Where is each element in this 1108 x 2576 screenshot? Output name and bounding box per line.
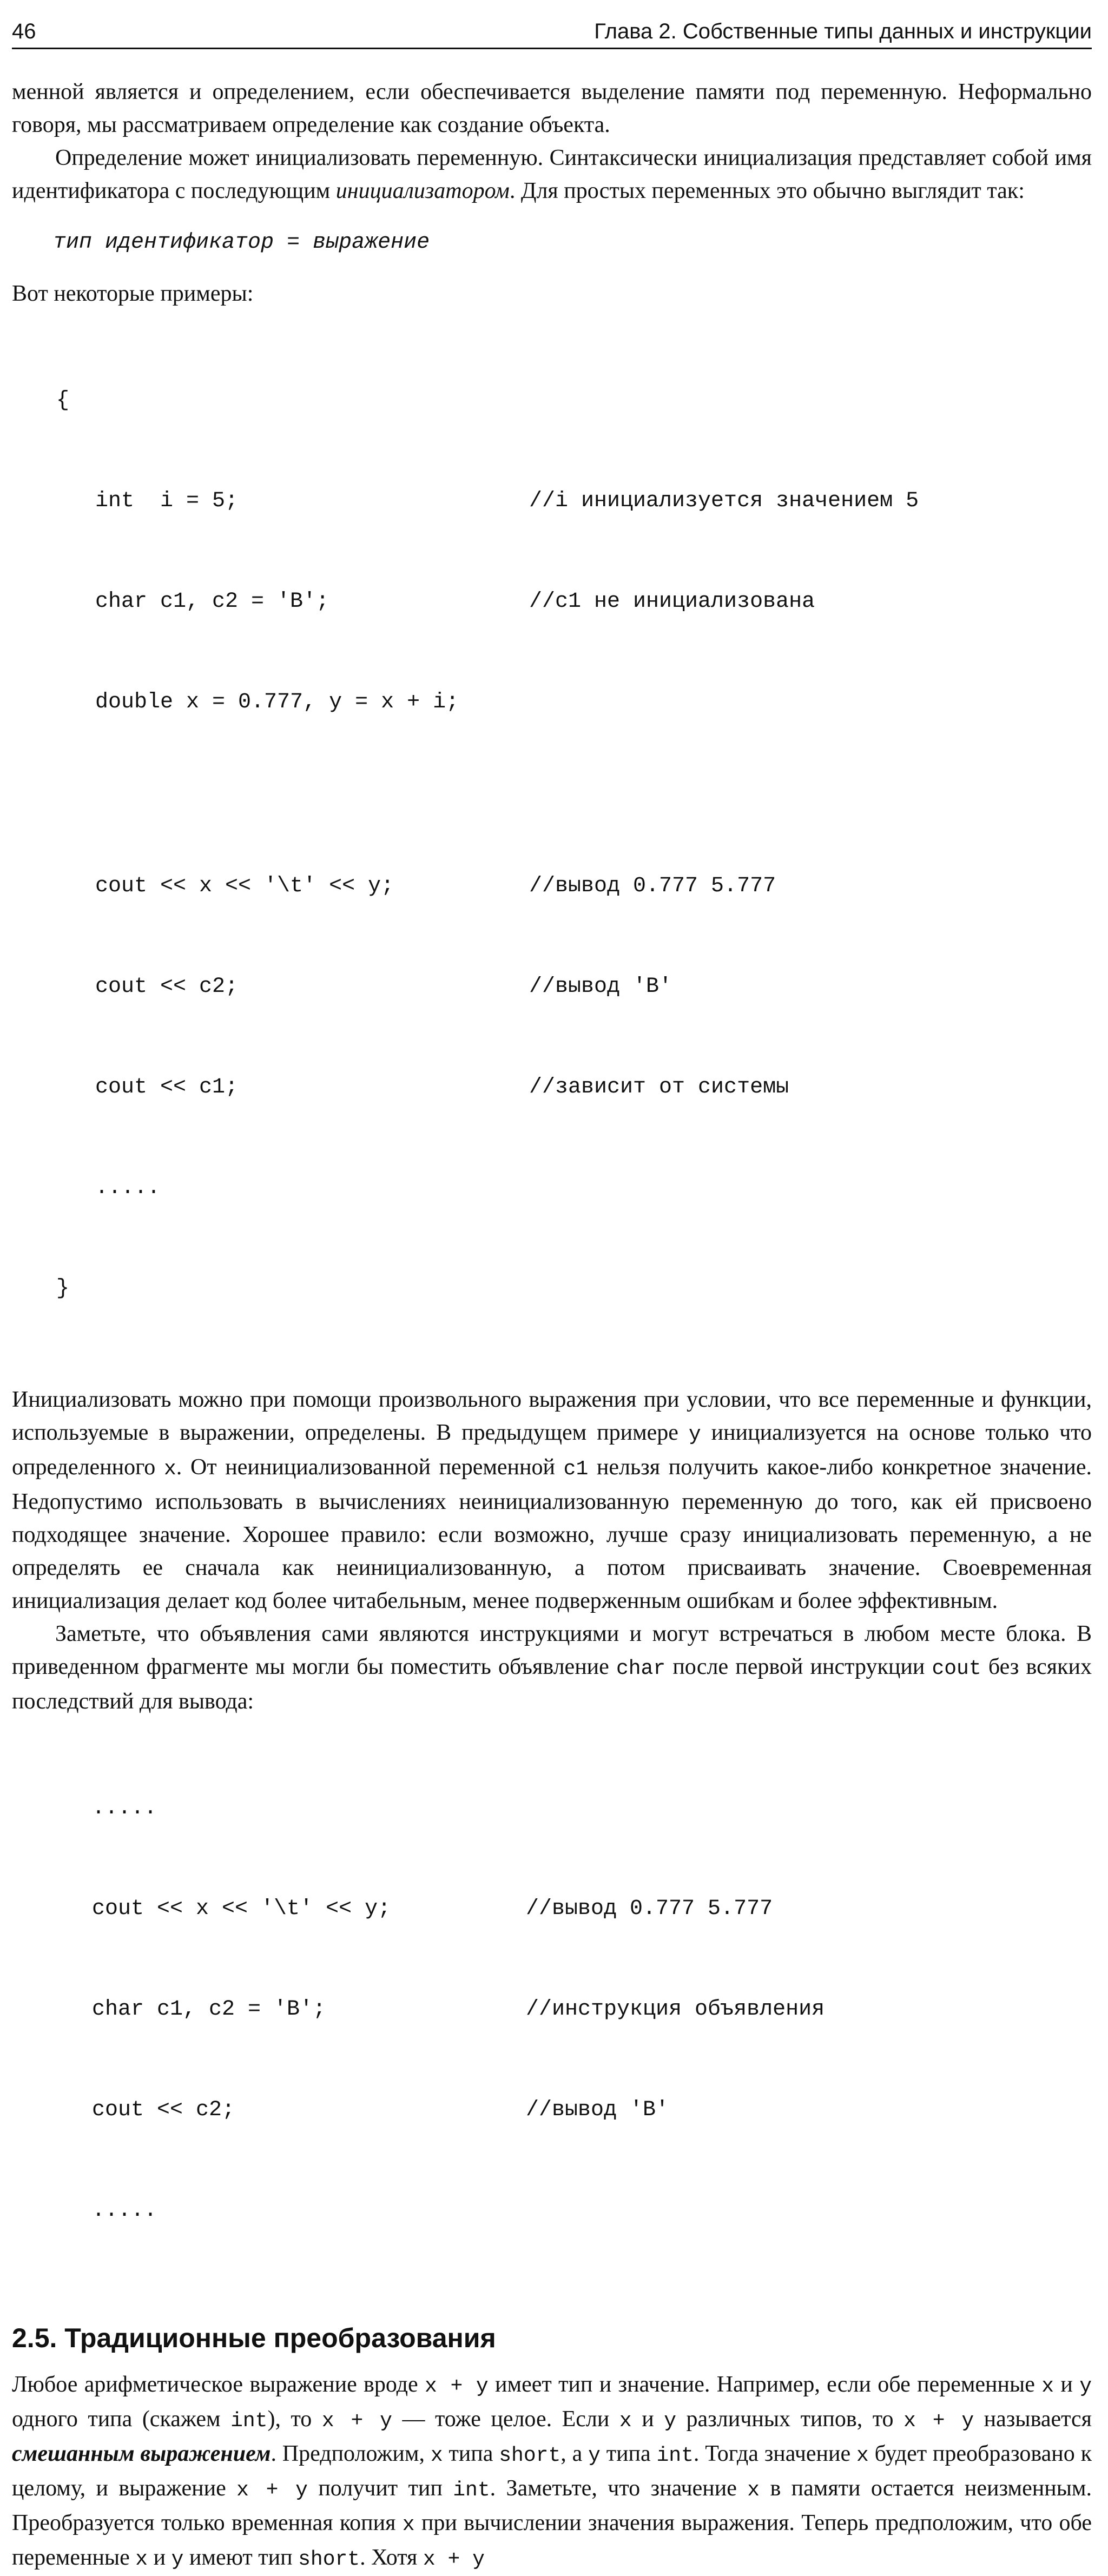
section-heading: 2.5. Традиционные преобразования: [12, 2323, 496, 2353]
running-header: [12, 15, 1092, 49]
code-line: .....: [92, 1796, 157, 1820]
code-comment: //i инициализуется значением 5: [529, 489, 919, 513]
paragraph-3: Инициализовать можно при помощи произвольного выражения при условии, что все переменные и функции, используемые в выражении, определены. В предыдущем примере y инициализуется на основе только что определенного x. От неинициализованной переменной c1 нельзя получить какое-либо конкретное значение. Недопустимо использовать в вычислениях неинициализованную переменную до того, как ей присвоено подходящее значение. Хорошее правило: если возможно, лучше сразу инициализовать переменную, а не определять ее сначала как неинициализованную, а потом присваивать значение. Своевременная инициализация делает код более читабельным, менее подверженным ошибкам и более эффективным.: [12, 1387, 1092, 1613]
code-line: cout << c2; //вывод 'B': [12, 970, 1092, 1004]
code-line: cout << x << '\t' << y; //вывод 0.777 5.777: [12, 870, 1092, 903]
code-line: char c1, c2 = 'B'; //инструкция объявления: [12, 1993, 1092, 2027]
syntax-template: тип идентификатор = выражение: [53, 230, 430, 255]
paragraph-2: Определение может инициализовать переменную. Синтаксически инициализация представляет собой имя идентификатора с последующим инициализатором. Для простых переменных это обычно выглядит так:: [12, 145, 1092, 203]
code-line: int i = 5; //i инициализуется значением 5: [12, 485, 1092, 518]
code-comment: //зависит от системы: [529, 1075, 789, 1100]
code-comment: //c1 не инициализована: [529, 590, 815, 614]
page-body: [12, 76, 1092, 2576]
code-comment: //вывод 'B': [529, 975, 672, 999]
code-example-2: [12, 1725, 1092, 2295]
code-line: cout << c2; //вывод 'B': [12, 2094, 1092, 2127]
code-comment: //инструкция объявления: [526, 1997, 825, 2022]
paragraph-1: менной является и определением, если обеспечивается выделение памяти под переменную. Неформально говоря, мы рассматриваем определение как создание объекта.: [12, 80, 1092, 137]
code-line: char c1, c2 = 'B'; //c1 не инициализована: [12, 585, 1092, 619]
code-line: .....: [95, 1176, 161, 1200]
page-number: 46: [12, 19, 36, 43]
term-mixed-expression: смешанным выражением: [12, 2441, 271, 2466]
code-comment: //вывод 'B': [526, 2098, 669, 2122]
code-line: .....: [92, 2198, 157, 2223]
chapter-title: Глава 2. Собственные типы данных и инструкции: [594, 19, 1092, 43]
paragraph-5: Любое арифметическое выражение вроде x + y имеет тип и значение. Например, если обе переменные x и y одного типа (скажем int), то x + y — тоже целое. Если x и y различных типов, то x + y называется смешанным выражением. Предположим, x типа short, а y типа int. Тогда значение x будет преобразовано к целому, и выражение x + y получит тип int. Заметьте, что значение x в памяти остается неизменным. Преобразуется только временная копия x при вычислении значения выражения. Теперь предположим, что обе переменные x и y имеют тип short. Хотя x + y: [12, 2372, 1092, 2571]
term-initializer: инициализатором: [335, 178, 510, 203]
close-brace: }: [56, 1276, 70, 1301]
code-line: cout << x << '\t' << y; //вывод 0.777 5.777: [12, 1892, 1092, 1926]
code-line: cout << c1; //зависит от системы: [12, 1071, 1092, 1104]
code-comment: //вывод 0.777 5.777: [526, 1897, 773, 1921]
code-line: double x = 0.777, y = x + i;: [95, 690, 459, 714]
open-brace: {: [56, 388, 70, 413]
code-example-1: [12, 317, 1092, 1373]
paragraph-4: Заметьте, что объявления сами являются инструкциями и могут встречаться в любом месте блока. В приведенном фрагменте мы могли бы поместить объявление char после первой инструкции cout без всяких последствий для вывода:: [12, 1621, 1092, 1714]
code-comment: //вывод 0.777 5.777: [529, 874, 776, 898]
examples-intro: Вот некоторые примеры:: [12, 281, 254, 306]
